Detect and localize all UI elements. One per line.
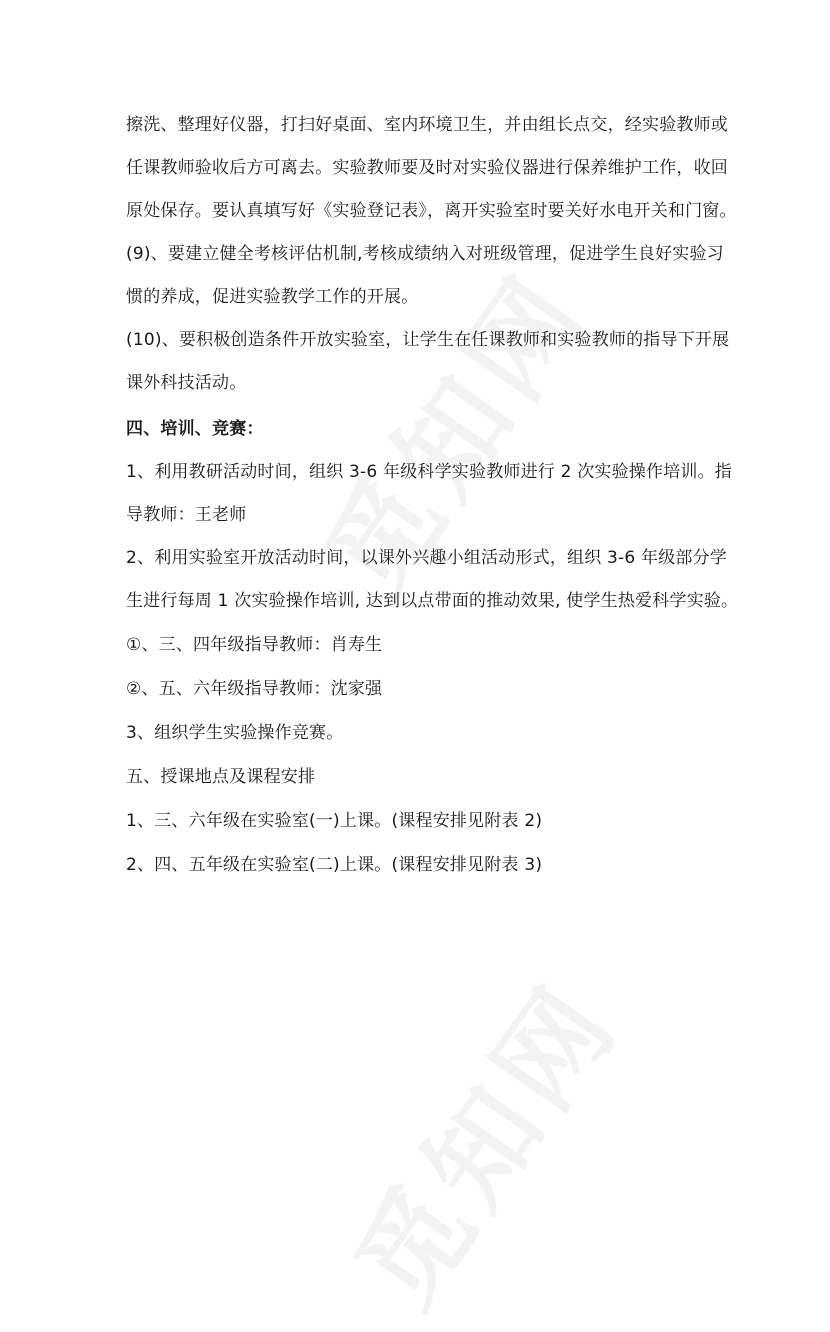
text-line: 导教师：王老师 (126, 505, 247, 525)
text-line: (10)、要积极创造条件开放实验室，让学生在任课教师和实验教师的指导下开展 (126, 330, 730, 350)
text-line: 原处保存。要认真填写好《实验登记表》，离开实验室时要关好水电开关和门窗。 (126, 201, 737, 221)
text-line: 生进行每周 1 次实验操作培训, 达到以点带面的推动效果, 使学生热爱科学实验。 (126, 591, 739, 611)
text-line: 2、利用实验室开放活动时间，以课外兴趣小组活动形式，组织 3-6 年级部分学 (126, 548, 727, 568)
watermark-bottom (312, 946, 648, 1332)
text-line: 1、利用教研活动时间，组织 3-6 年级科学实验教师进行 2 次实验操作培训。指 (126, 462, 733, 482)
text-line: 任课教师验收后方可离去。实验教师要及时对实验仪器进行保养维护工作，收回 (126, 158, 728, 178)
text-line: 3、组织学生实验操作竞赛。 (126, 723, 344, 743)
section-heading: 四、培训、竞赛： (126, 419, 264, 439)
text-line: 1、三、六年级在实验室(一)上课。(课程安排见附表 2) (126, 811, 543, 831)
section-heading: 五、授课地点及课程安排 (126, 767, 316, 787)
text-line: 课外科技活动。 (126, 373, 247, 393)
text-line: 惯的养成，促进实验教学工作的开展。 (126, 287, 419, 307)
text-line: 擦洗、整理好仪器，打扫好桌面、室内环境卫生，并由组长点交，经实验教师或 (126, 115, 728, 135)
text-line: 2、四、五年级在实验室(二)上课。(课程安排见附表 3) (126, 855, 543, 875)
text-line: (9)、要建立健全考核评估机制,考核成绩纳入对班级管理，促进学生良好实验习 (126, 244, 724, 264)
text-line: ①、三、四年级指导教师：肖寿生 (126, 635, 383, 655)
text-line: ②、五、六年级指导教师：沈家强 (126, 679, 383, 699)
